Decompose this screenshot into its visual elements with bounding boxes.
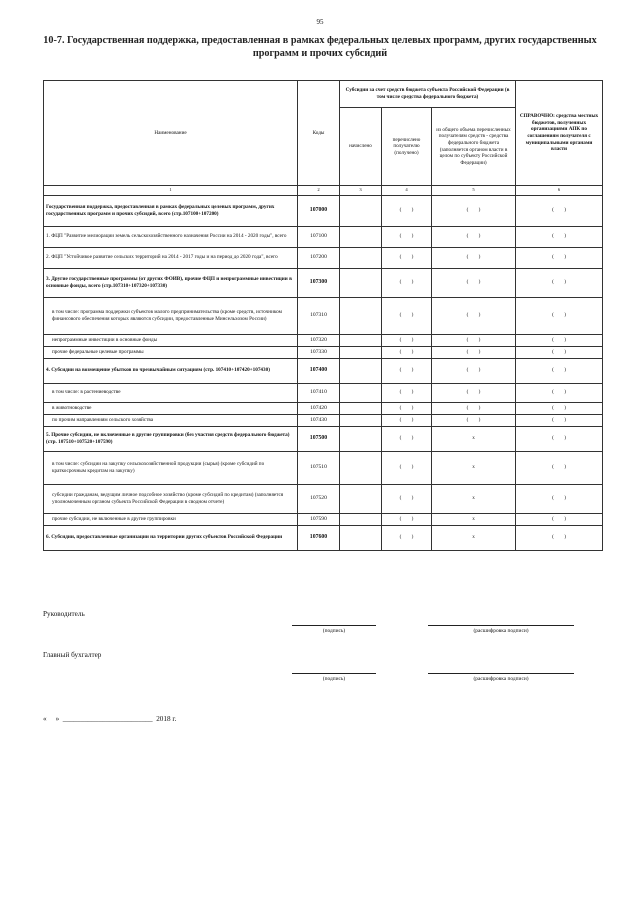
row-code: 107590 (298, 513, 340, 525)
row-federal-part: x (432, 451, 516, 484)
row-federal-part: ( ) (432, 414, 516, 426)
row-reference: ( ) (516, 513, 603, 525)
accountant-decoding-caption: (расшифровка подписи) (473, 676, 529, 682)
row-code: 107310 (298, 297, 340, 334)
row-accrued (340, 525, 382, 550)
row-federal-part: ( ) (432, 346, 516, 358)
table-row (44, 297, 603, 334)
row-accrued (340, 297, 382, 334)
row-federal-part: ( ) (432, 195, 516, 226)
table-row (44, 525, 603, 550)
row-transferred: ( ) (382, 226, 432, 247)
row-name: субсидии гражданам, ведущим личное подсобное хозяйство (кроме субсидий по кредитам) (заполняется уполномоченным органом субъекта Российской Федерации в сводном отчете) (44, 484, 298, 513)
header-from-total: из общего объема перечисленных получателям средств - средства федерального бюджета (заполняется органом власти в целом по субъекту Российской Федерации) (432, 108, 516, 186)
page-number: 95 (316, 18, 324, 26)
table-body (44, 195, 603, 550)
row-transferred: ( ) (382, 268, 432, 297)
row-accrued (340, 402, 382, 414)
row-transferred: ( ) (382, 451, 432, 484)
header-group: Субсидии за счет средств бюджета субъекта Российской Федерации (в том числе средства федерального бюджета) (340, 81, 516, 108)
table-row (44, 268, 603, 297)
row-accrued (340, 226, 382, 247)
row-accrued (340, 484, 382, 513)
row-federal-part: ( ) (432, 247, 516, 268)
col-number: 5 (432, 186, 516, 196)
row-name: 1. ФЦП "Развитие мелиорации земель сельскохозяйственного назначения России на 2014 - 2020 годы", всего (44, 226, 298, 247)
row-name: 5. Прочие субсидии, не включенные в другие группировки (без участия средств федерального бюджета) (стр. 107510+107520+107590) (44, 426, 298, 451)
row-name: в том числе: субсидии на закупку сельскохозяйственной продукции (сырья) (кроме субсидий по краткосрочным кредитам на закупку) (44, 451, 298, 484)
row-federal-part: x (432, 484, 516, 513)
table-row (44, 414, 603, 426)
row-transferred: ( ) (382, 297, 432, 334)
row-accrued (340, 247, 382, 268)
row-federal-part: ( ) (432, 383, 516, 402)
row-code: 107420 (298, 402, 340, 414)
row-name: 2. ФЦП "Устойчивое развитие сельских территорий на 2014 - 2017 годы и на период до 2020 года", всего (44, 247, 298, 268)
row-reference: ( ) (516, 297, 603, 334)
table-row (44, 383, 603, 402)
row-reference: ( ) (516, 414, 603, 426)
row-transferred: ( ) (382, 346, 432, 358)
row-reference: ( ) (516, 346, 603, 358)
row-code: 107400 (298, 358, 340, 383)
head-decoding-caption: (расшифровка подписи) (473, 628, 529, 634)
row-name: в том числе: программа поддержки субъектов малого предпринимательства (кроме средств, источником финансового обеспечения которых являются субсидии, предоставленные Минсельхозом России) (44, 297, 298, 334)
row-code: 107300 (298, 268, 340, 297)
row-accrued (340, 358, 382, 383)
table-row (44, 358, 603, 383)
row-federal-part: ( ) (432, 297, 516, 334)
header-name: Наименование (44, 81, 298, 186)
accountant-label: Главный бухгалтер (43, 651, 102, 659)
row-code: 107520 (298, 484, 340, 513)
table-row (44, 346, 603, 358)
row-transferred: ( ) (382, 402, 432, 414)
row-accrued (340, 426, 382, 451)
row-federal-part: x (432, 525, 516, 550)
col-number: 2 (298, 186, 340, 196)
table-row (44, 426, 603, 451)
table-row (44, 402, 603, 414)
row-reference: ( ) (516, 484, 603, 513)
row-transferred: ( ) (382, 334, 432, 346)
row-code: 107330 (298, 346, 340, 358)
row-reference: ( ) (516, 358, 603, 383)
row-accrued (340, 383, 382, 402)
row-transferred: ( ) (382, 195, 432, 226)
row-transferred: ( ) (382, 383, 432, 402)
header-row-1 (44, 81, 603, 108)
col-number: 6 (516, 186, 603, 196)
subsidies-table (43, 80, 603, 551)
row-reference: ( ) (516, 247, 603, 268)
row-transferred: ( ) (382, 358, 432, 383)
row-accrued (340, 451, 382, 484)
row-code: 107000 (298, 195, 340, 226)
col-number: 1 (44, 186, 298, 196)
header-accrued: начислено (340, 108, 382, 186)
row-name: Государственная поддержка, предоставленная в рамках федеральных целевых программ, других государственных программ и прочих субсидий, всего (стр.107100+107200) (44, 195, 298, 226)
table-row (44, 247, 603, 268)
table-row (44, 195, 603, 226)
row-accrued (340, 334, 382, 346)
page-title: 10-7. Государственная поддержка, предоставленная в рамках федеральных целевых программ, других государственных программ и прочих субсидий (43, 35, 597, 59)
row-transferred: ( ) (382, 414, 432, 426)
row-accrued (340, 195, 382, 226)
header-transferred: перечислено получателю (получено) (382, 108, 432, 186)
row-transferred: ( ) (382, 525, 432, 550)
row-code: 107100 (298, 226, 340, 247)
row-name: прочие субсидии, не включенные в другие группировки (44, 513, 298, 525)
accountant-decoding-line (428, 673, 574, 674)
row-code: 107600 (298, 525, 340, 550)
row-federal-part: x (432, 513, 516, 525)
date-line: « » _________________________ 2018 г. (43, 715, 177, 723)
row-code: 107510 (298, 451, 340, 484)
row-name: по прочим направлениям сельского хозяйства (44, 414, 298, 426)
row-reference: ( ) (516, 334, 603, 346)
row-federal-part: x (432, 426, 516, 451)
row-name: прочие федеральные целевые программы (44, 346, 298, 358)
row-accrued (340, 513, 382, 525)
row-code: 107410 (298, 383, 340, 402)
row-accrued (340, 414, 382, 426)
table-row (44, 513, 603, 525)
row-federal-part: ( ) (432, 402, 516, 414)
row-reference: ( ) (516, 451, 603, 484)
row-reference: ( ) (516, 226, 603, 247)
table-row (44, 484, 603, 513)
head-signature-line (292, 625, 376, 626)
row-reference: ( ) (516, 383, 603, 402)
row-name: 4. Субсидии на возмещение убытков по чрезвычайным ситуациям (стр. 107410+107420+107430) (44, 358, 298, 383)
row-reference: ( ) (516, 525, 603, 550)
header-reference: СПРАВОЧНО: средства местных бюджетов, полученных организациями АПК по соглашениям получателя с муниципальными органами власти (516, 81, 603, 186)
table-row (44, 451, 603, 484)
row-federal-part: ( ) (432, 358, 516, 383)
row-federal-part: ( ) (432, 226, 516, 247)
row-reference: ( ) (516, 268, 603, 297)
row-code: 107430 (298, 414, 340, 426)
row-name: непрограммные инвестиции в основные фонды (44, 334, 298, 346)
accountant-signature-caption: (подпись) (322, 676, 346, 682)
row-federal-part: ( ) (432, 334, 516, 346)
row-reference: ( ) (516, 402, 603, 414)
row-code: 107320 (298, 334, 340, 346)
table-row (44, 334, 603, 346)
head-decoding-line (428, 625, 574, 626)
row-name: в том числе: в растениеводстве (44, 383, 298, 402)
row-reference: ( ) (516, 426, 603, 451)
row-reference: ( ) (516, 195, 603, 226)
row-code: 107200 (298, 247, 340, 268)
accountant-signature-line (292, 673, 376, 674)
row-transferred: ( ) (382, 247, 432, 268)
table-row (44, 226, 603, 247)
column-number-row (44, 186, 603, 196)
row-name: 6. Субсидии, предоставленные организации на территории других субъектов Российской Федерации (44, 525, 298, 550)
row-code: 107500 (298, 426, 340, 451)
row-accrued (340, 346, 382, 358)
header-code: Коды (298, 81, 340, 186)
col-number: 3 (340, 186, 382, 196)
row-name: в животноводстве (44, 402, 298, 414)
row-transferred: ( ) (382, 513, 432, 525)
head-label: Руководитель (43, 610, 85, 618)
row-accrued (340, 268, 382, 297)
row-name: 3. Другие государственные программы (от других ФОИВ), прочие ФЦП и непрограммные инвестиции в основные фонды, всего (стр.107310+107320+107330) (44, 268, 298, 297)
row-transferred: ( ) (382, 426, 432, 451)
row-transferred: ( ) (382, 484, 432, 513)
head-signature-caption: (подпись) (322, 628, 346, 634)
row-federal-part: ( ) (432, 268, 516, 297)
col-number: 4 (382, 186, 432, 196)
